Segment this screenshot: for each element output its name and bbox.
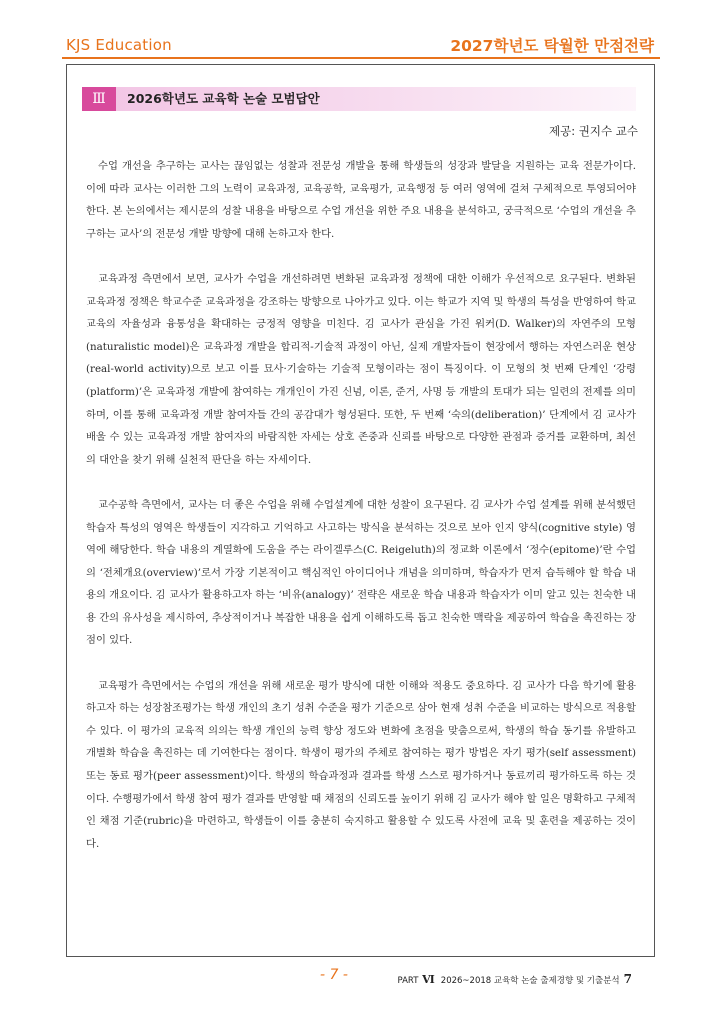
header-divider <box>62 57 660 59</box>
footer-caption <box>398 972 632 986</box>
footer-page-marker: - 7 - <box>320 967 348 983</box>
paragraph-curriculum: 교육과정 측면에서 보면, 교사가 수업을 개선하려면 변화된 교육과정 정책에 대한 이해가 우선적으로 요구된다. 변화된 교육과정 정책은 학교수준 교육과정을 강조하는 방향으로 나아가고 있다. 이는 학교가 지역 및 학생의 특성을 반영하여 학교교육의 자율성과 융통성을 확대하는 긍정적 영향을 미친다. 김 교사가 관심을 가진 워커(D. Walker)의 자연주의 모형(naturalistic model)은 교육과정 개발을 합리적-기술적 과정이 아닌, 실제 개발자들이 현장에서 행하는 자연스러운 현상(real-world activity)으로 보고 이를 묘사·기술하는 기술적 모형이라는 점이 특징이다. 이 모형의 첫 번째 단계인 ‘강령(platform)’은 교육과정 개발에 참여하는 개개인이 가진 신념, 이론, 준거, 사명 등 개발의 토대가 되는 일련의 전제를 의미하며, 이를 통해 교육과정 개발 참여자들 간의 공감대가 형성된다. 또한, 두 번째 ‘숙의(deliberation)’ 단계에서 김 교사가 배울 수 있는 교육과정 개발 참여자의 바람직한 자세는 상호 존중과 신뢰를 바탕으로 다양한 관점과 증거를 교환하며, 최선의 대안을 찾기 위해 실천적 판단을 하는 자세이다. <box>86 272 636 466</box>
footer-caption-text: 2026~2018 교육학 논술 출제경향 및 기출분석 <box>440 976 620 986</box>
footer-part-number: Ⅵ <box>422 973 435 986</box>
header-brand: KJS Education <box>66 36 172 54</box>
header-book-title: 2027학년도 탁월한 만점전략 <box>450 37 654 55</box>
paragraph-intro: 수업 개선을 추구하는 교사는 끊임없는 성찰과 전문성 개발을 통해 학생들의 성장과 발달을 지원하는 교육 전문가이다. 이에 따라 교사는 이러한 그의 노력이 교육과정, 교육공학, 교육평가, 교육행정 등 여러 영역에 걸쳐 구체적으로 투영되어야 한다. 본 논의에서는 제시문의 성찰 내용을 바탕으로 수업 개선을 위한 주요 내용을 분석하고, 궁극적으로 ‘수업의 개선을 추구하는 교사’의 전문성 개발 방향에 대해 논하고자 한다. <box>86 160 636 240</box>
author-credit: 제공: 권지수 교수 <box>549 124 638 138</box>
footer-part-label: PART <box>397 976 419 986</box>
answer-body <box>86 155 636 878</box>
paragraph-instructional-technology: 교수공학 측면에서, 교사는 더 좋은 수업을 위해 수업설계에 대한 성찰이 요구된다. 김 교사가 수업 설계를 위해 분석했던 학습자 특성의 영역은 학생들이 지각하고 기억하고 사고하는 방식을 분석하는 것으로 보아 인지 양식(cognitive style) 영역에 해당한다. 학습 내용의 계열화에 도움을 주는 라이겔루스(C. Reigeluth)의 정교화 이론에서 ‘정수(epitome)’란 수업의 ‘전체개요(overview)’로서 가장 기본적이고 핵심적인 아이디어나 개념을 의미하며, 학습자가 먼저 습득해야 할 학습 내용의 개요이다. 김 교사가 활용하고자 하는 ‘비유(analogy)’ 전략은 새로운 학습 내용과 학습자가 이미 알고 있는 친숙한 내용 간의 유사성을 제시하여, 추상적이거나 복잡한 내용을 쉽게 이해하도록 돕고 친숙한 맥락을 제공하여 학습을 촉진하는 장점이 있다. <box>86 498 636 647</box>
footer-page-number: 7 <box>623 972 632 986</box>
section-title: 2026학년도 교육학 논술 모범답안 <box>127 91 320 106</box>
section-heading-bar <box>82 87 636 111</box>
paragraph-evaluation: 교육평가 측면에서는 수업의 개선을 위해 새로운 평가 방식에 대한 이해와 적용도 중요하다. 김 교사가 다음 학기에 활용하고자 하는 성장참조평가는 학생 개인의 초기 성취 수준을 평가 기준으로 삼아 현재 성취 수준을 비교하는 방식으로 적용할 수 있다. 이 평가의 교육적 의의는 학생 개인의 능력 향상 정도와 변화에 초점을 맞춤으로써, 학생의 학습 동기를 유발하고 개별화 학습을 촉진하는 데 기여한다는 점이다. 학생이 평가의 주체로 참여하는 평가 방법은 자기 평가(self assessment) 또는 동료 평가(peer assessment)이다. 학생의 학습과정과 결과를 학생 스스로 평가하거나 동료끼리 평가하도록 하는 것이다. 수행평가에서 학생 참여 평가 결과를 반영할 때 채점의 신뢰도를 높이기 위해 김 교사가 해야 할 일은 명확하고 구체적인 채점 기준(rubric)을 마련하고, 학생들이 이를 충분히 숙지하고 활용할 수 있도록 사전에 교육 및 훈련을 제공하는 것이다. <box>86 679 636 850</box>
section-number-badge: Ⅲ <box>82 87 116 111</box>
